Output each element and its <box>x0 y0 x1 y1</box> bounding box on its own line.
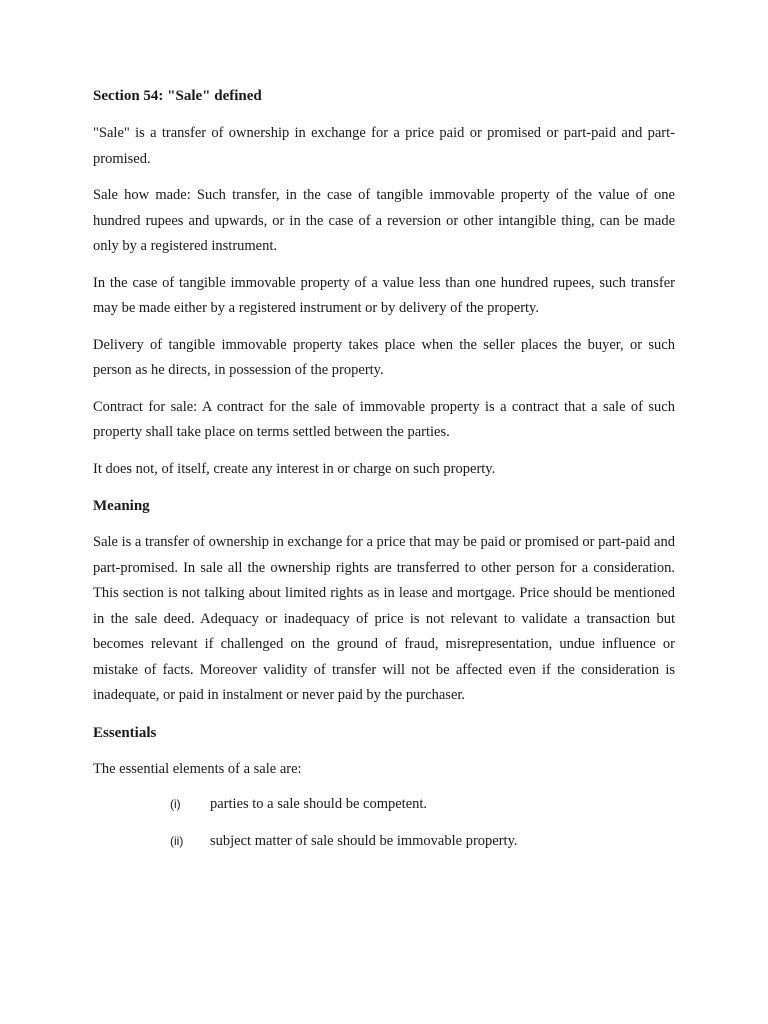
meaning-paragraph: Sale is a transfer of ownership in exchange for a price that may be paid or promised or part-paid and part-promised. In sale all the ownership rights are transferred to other person for a consideration. This section is not talking about limited rights as in lease and mortgage. Price should be mentioned in the sale deed. Adequacy or inadequacy of price is not relevant to validate a transaction but becomes relevant if challenged on the ground of fraud, misrepresentation, undue influence or mistake of facts. Moreover validity of transfer will not be affected even if the consideration is inadequate, or paid in instalment or never paid by the purchaser. <box>93 534 675 703</box>
essentials-list <box>93 794 675 851</box>
essentials-intro: The essential elements of a sale are: <box>93 760 302 777</box>
list-item <box>93 794 675 814</box>
document-page <box>93 86 675 868</box>
list-item <box>93 831 675 851</box>
sale-how-made-paragraph: Sale how made: Such transfer, in the case of tangible immovable property of the value of one hundred rupees and upwards, or in the case of a reversion or other intangible thing, can be made only by a registered instrument. <box>93 187 675 254</box>
list-marker: (i) <box>170 797 181 811</box>
no-interest-paragraph: It does not, of itself, create any interest in or charge on such property. <box>93 460 496 477</box>
list-marker: (ii) <box>170 834 184 848</box>
meaning-heading: Meaning <box>93 498 150 514</box>
contract-for-sale-paragraph: Contract for sale: A contract for the sale of immovable property is a contract that a sale of such property shall take place on terms settled between the parties. <box>93 398 675 440</box>
section-heading: Section 54: "Sale" defined <box>93 88 262 104</box>
list-item-text: parties to a sale should be competent. <box>210 796 428 812</box>
less-than-hundred-paragraph: In the case of tangible immovable property of a value less than one hundred rupees, such transfer may be made either by a registered instrument or by delivery of the property. <box>93 274 675 316</box>
definition-paragraph: "Sale" is a transfer of ownership in exchange for a price paid or promised or part-paid and part-promised. <box>93 125 675 167</box>
delivery-paragraph: Delivery of tangible immovable property takes place when the seller places the buyer, or such person as he directs, in possession of the property. <box>93 336 675 378</box>
essentials-heading: Essentials <box>93 724 157 741</box>
list-item-text: subject matter of sale should be immovable property. <box>210 833 518 849</box>
